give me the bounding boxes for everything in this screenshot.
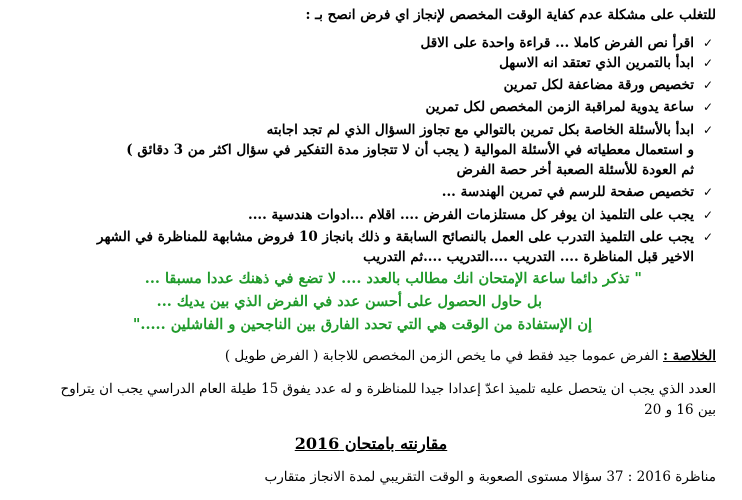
list-item (97, 228, 716, 246)
list-item-text: اقرأ نص الفرض كاملا ... قراءة واحدة على الاقل (420, 35, 694, 51)
list-item (426, 98, 716, 116)
list-item-continuation: و استعمال معطياته في الأسئلة الموالية ( يجب أن لا تتجاوز مدة التفكير في سؤال اكثر من 3 دقائق ) (126, 142, 694, 158)
list-item (499, 54, 716, 72)
paragraph-line: العدد الذي يجب ان يتحصل عليه تلميذ اعدّ إعدادا جيدا للمناظرة و له عدد يفوق 15 طيلة العام الدراسي يجب ان يتراوح (60, 381, 716, 397)
list-item-continuation: الاخير قبل المناظرة .... التدريب ....التدريب ....ثم التدريب (363, 249, 694, 265)
conclusion (225, 347, 716, 365)
conclusion-text: الفرض عموما جيد فقط في ما يخص الزمن المخصص للاجابة ( الفرض طويل ) (224, 348, 659, 364)
list-item (504, 76, 716, 94)
check-icon: ✓ (702, 208, 714, 222)
section-title: مقارنته بامتحان 2016 (294, 434, 448, 453)
check-icon: ✓ (702, 100, 714, 114)
list-item-text: ابدأ بالأسئلة الخاصة بكل تمرين بالتوالي مع تجاوز السؤال الذي لم تجد اجابته (266, 122, 694, 138)
check-icon: ✓ (702, 36, 714, 50)
reminder-line: بل حاول الحصول على أحسن عدد في الفرض الذي بين يديك ... (156, 293, 542, 310)
list-item-text: تخصيص صفحة للرسم في تمرين الهندسة ... (441, 184, 694, 200)
check-icon: ✓ (702, 123, 714, 137)
list-item (421, 34, 716, 52)
paragraph-line: بين 16 و 20 (644, 402, 716, 418)
list-item-text: ساعة يدوية لمراقبة الزمن المخصص لكل تمرين (425, 99, 694, 115)
comparison-line: مناظرة 2016 : 37 سؤالا مستوى الصعوبة و الوقت التقريبي لمدة الانجاز متقارب (264, 469, 716, 485)
list-item-text: ابدأ بالتمرين الذي تعتقد انه الاسهل (499, 55, 694, 71)
list-item (248, 206, 716, 224)
list-item-text: يجب على التلميذ ان يوفر كل مستلزمات الفرض .... اقلام ...ادوات هندسية .... (248, 207, 694, 223)
reminder-line: إن الإستفادة من الوقت هي التي تحدد الفارق بين الناجحين و الفاشلين ....." (132, 316, 592, 333)
check-icon: ✓ (702, 185, 714, 199)
intro-heading: للتغلب على مشكلة عدم كفاية الوقت المخصص لإنجاز اي فرض انصح بـ : (305, 7, 716, 23)
conclusion-label: الخلاصة : (662, 348, 716, 364)
list-item (442, 183, 716, 201)
reminder-line: " تذكر دائما ساعة الإمتحان انك مطالب بالعدد .... لا تضع في ذهنك عددا مسبقا ... (144, 270, 642, 287)
list-item-continuation: ثم العودة للأسئلة الصعبة أخر حصة الفرض (456, 162, 694, 178)
list-item (267, 121, 716, 139)
list-item-text: يجب على التلميذ التدرب على العمل بالنصائح السابقة و ذلك بانجاز 10 فروض مشابهة للمناظرة في الشهر (97, 229, 694, 245)
check-icon: ✓ (702, 56, 714, 70)
list-item-text: تخصيص ورقة مضاعفة لكل تمرين (503, 77, 694, 93)
check-icon: ✓ (702, 230, 714, 244)
check-icon: ✓ (702, 78, 714, 92)
